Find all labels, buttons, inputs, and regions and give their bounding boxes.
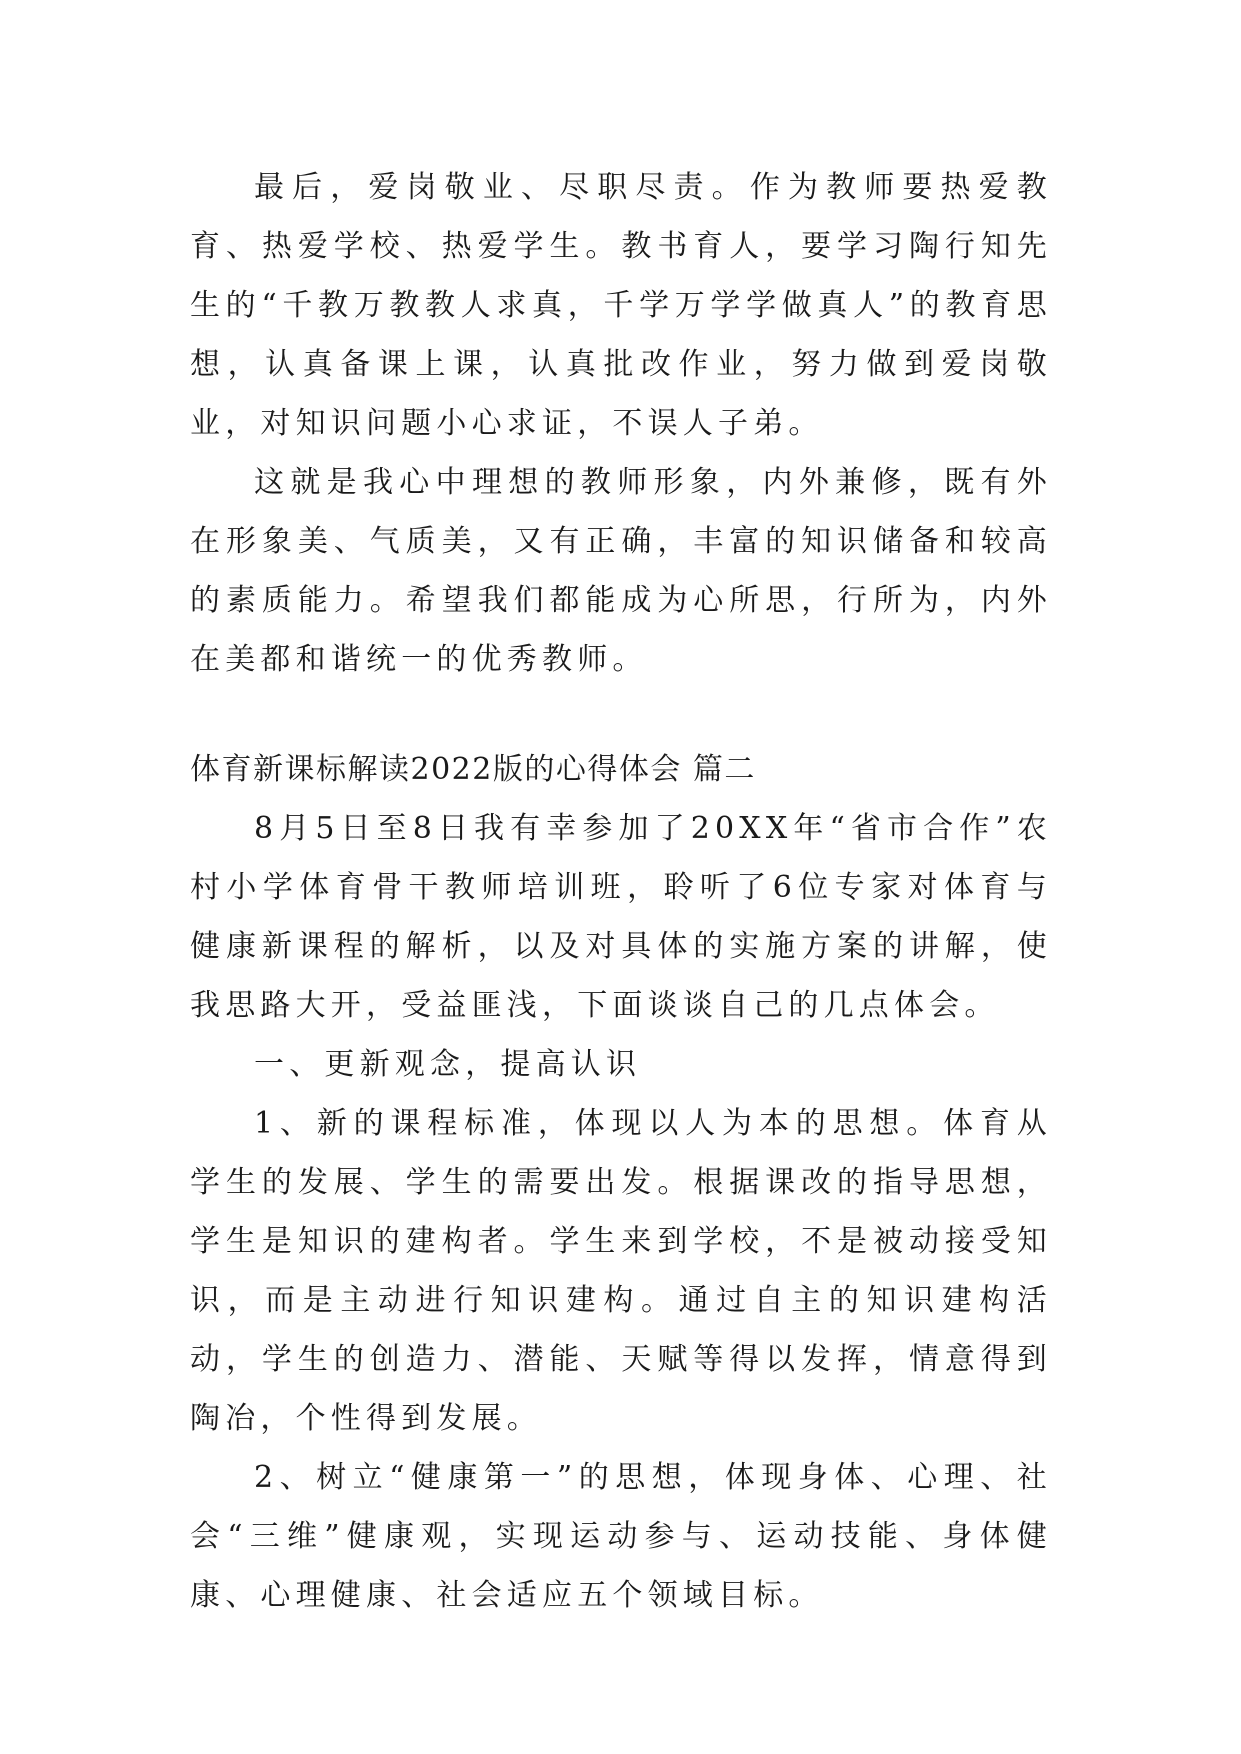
- paragraph: 8月5日至8日我有幸参加了20XX年“省市合作”农村小学体育骨干教师培训班，聆听了6位专家对体育与健康新课程的解析，以及对具体的实施方案的讲解，使我思路大开，受益匪浅，下面谈谈自己的几点体会。: [190, 811, 1052, 1023]
- paragraph: 1、新的课程标准，体现以人为本的思想。体育从学生的发展、学生的需要出发。根据课改的指导思想，学生是知识的建构者。学生来到学校，不是被动接受知识，而是主动进行知识建构。通过自主的知识建构活动，学生的创造力、潜能、天赋等得以发挥，情意得到陶冶，个性得到发展。: [190, 1106, 1052, 1436]
- section-2: [190, 740, 1052, 1625]
- section-heading: 体育新课标解读2022版的心得体会 篇二: [190, 752, 756, 787]
- paragraph: 2、树立“健康第一”的思想，体现身体、心理、社会“三维”健康观，实现运动参与、运动技能、身体健康、心理健康、社会适应五个领域目标。: [190, 1460, 1052, 1613]
- subheading: 一、更新观念，提高认识: [254, 1047, 642, 1082]
- paragraph: 这就是我心中理想的教师形象，内外兼修，既有外在形象美、气质美，又有正确，丰富的知识储备和较高的素质能力。希望我们都能成为心所思，行所为，内外在美都和谐统一的优秀教师。: [190, 465, 1052, 677]
- section-1: [190, 158, 1052, 689]
- paragraph: 最后，爱岗敬业、尽职尽责。作为教师要热爱教育、热爱学校、热爱学生。教书育人，要学习陶行知先生的“千教万教教人求真，千学万学学做真人”的教育思想，认真备课上课，认真批改作业，努力做到爱岗敬业，对知识问题小心求证，不误人子弟。: [190, 170, 1052, 441]
